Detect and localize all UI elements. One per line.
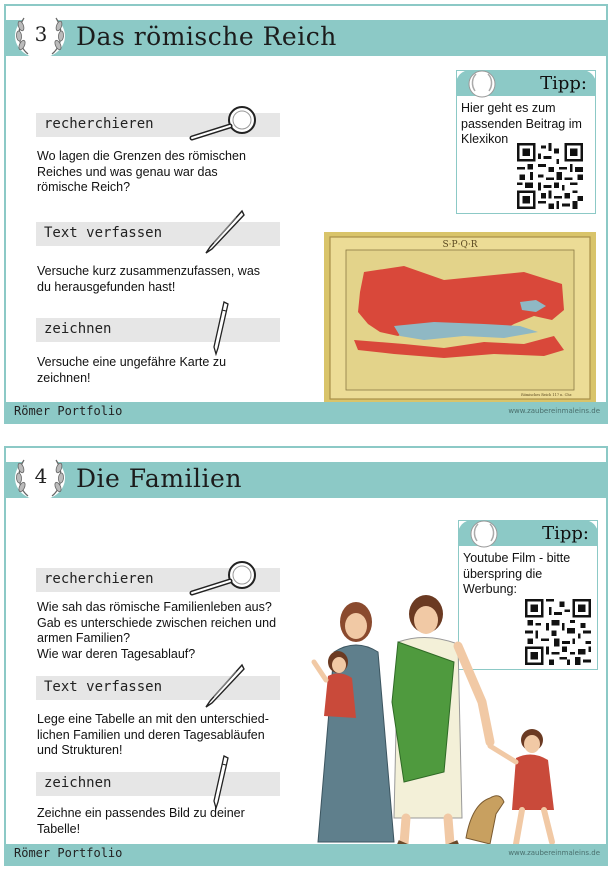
tip-text: Youtube Film - bitte überspring die Werbung:: [463, 551, 571, 596]
task-label: zeichnen: [44, 321, 112, 337]
tip-text: Hier geht es zum passenden Beitrag im Klexikon: [461, 101, 582, 146]
roman-family-illustration: [294, 592, 594, 858]
footer-portfolio-label: Römer Portfolio: [14, 846, 123, 860]
tip-label: Tipp:: [540, 73, 587, 94]
task-card-roman-empire: [4, 4, 608, 424]
task-label: recherchieren: [44, 116, 154, 132]
card-title: Die Familien: [76, 464, 242, 493]
task-description: Zeichne ein passendes Bild zu deiner Tabelle!: [37, 806, 245, 836]
task-card-families: [4, 446, 608, 866]
pencil-icon: [210, 754, 232, 810]
task-zeichnen: [36, 772, 280, 796]
map-caption: Römisches Reich 117 n. Chr.: [521, 393, 572, 397]
magnifier-icon: [186, 559, 262, 597]
tip-box: [456, 70, 596, 214]
tip-label: Tipp:: [542, 523, 589, 544]
card-number: 4: [34, 464, 48, 488]
task-label: Text verfassen: [44, 225, 163, 241]
card-title: Das römische Reich: [76, 22, 337, 51]
laurel-badge-icon: [469, 519, 499, 549]
laurel-badge-icon: [467, 69, 497, 99]
footer-website: www.zaubereinmaleins.de: [508, 407, 600, 415]
roman-empire-map-image: [324, 232, 596, 404]
task-label: zeichnen: [44, 775, 112, 791]
map-title: S·P·Q·R: [442, 240, 478, 250]
quill-pen-icon: [202, 663, 246, 709]
quill-pen-icon: [202, 209, 246, 255]
magnifier-icon: [186, 104, 262, 142]
task-zeichnen: [36, 318, 280, 342]
task-description: Versuche eine ungefähre Karte zu zeichnen!: [37, 355, 227, 385]
card-footer: [6, 402, 606, 422]
footer-website: www.zaubereinmaleins.de: [508, 849, 600, 857]
card-number: 3: [34, 22, 48, 46]
footer-portfolio-label: Römer Portfolio: [14, 404, 123, 418]
card-footer: [6, 844, 606, 864]
task-description: Versuche kurz zusammenzufassen, was du herausgefunden hast!: [37, 264, 261, 294]
task-label: recherchieren: [44, 571, 154, 587]
task-label: Text verfassen: [44, 679, 163, 695]
task-description: Wie sah das römische Familienleben aus? Gab es unterschiede zwischen reichen und armen Familien? Wie war deren Tagesablauf?: [37, 600, 277, 661]
task-description: Wo lagen die Grenzen des römischen Reiches und was genau war das römische Reich?: [37, 149, 246, 194]
task-description: Lege eine Tabelle an mit den unterschied- lichen Familien und deren Tagesabläufen und Strukturen!: [37, 712, 269, 757]
qr-code[interactable]: [517, 143, 583, 209]
pencil-icon: [210, 300, 232, 356]
